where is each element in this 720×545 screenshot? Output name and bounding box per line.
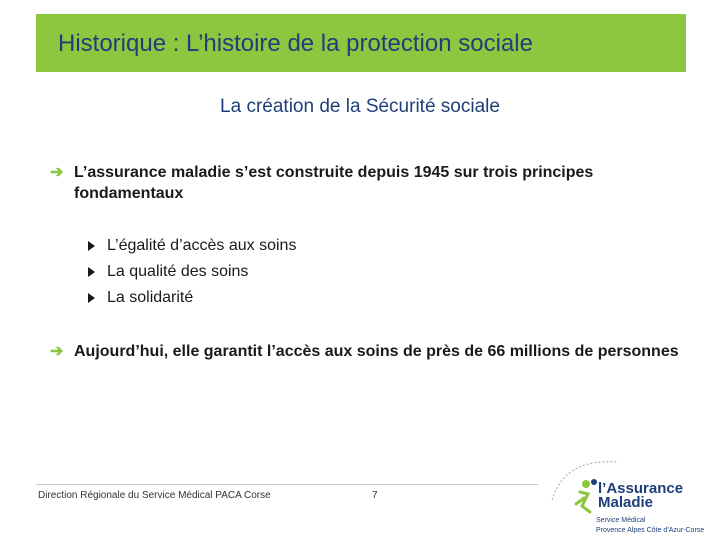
- page-number: 7: [372, 490, 378, 501]
- logo-text-line2: Maladie: [598, 494, 654, 511]
- bullet-text: L’assurance maladie s’est construite depuis 1945 sur trois principes fondamentaux: [74, 164, 594, 202]
- title-bar: [36, 14, 686, 72]
- list-item-text: La solidarité: [107, 289, 194, 306]
- list-item: [88, 236, 296, 262]
- list-item: [88, 288, 296, 314]
- triangle-bullet-icon: [88, 293, 95, 303]
- logo-text-line1: l’Assurance: [598, 480, 684, 497]
- bullet-item: [50, 162, 690, 204]
- triangle-bullet-icon: [88, 241, 95, 251]
- list-item-text: L’égalité d’accès aux soins: [107, 237, 297, 254]
- arrow-bullet-icon: ➔: [50, 343, 64, 360]
- arrow-bullet-icon: ➔: [50, 164, 64, 181]
- logo-caption-line2: Provence Alpes Côte d’Azur-Corse: [596, 527, 705, 534]
- assurance-maladie-logo: [538, 454, 720, 540]
- bullet-item: [50, 341, 690, 362]
- list-item-text: La qualité des soins: [107, 263, 249, 280]
- slide-subtitle: La création de la Sécurité sociale: [220, 96, 500, 117]
- bullet-text: Aujourd’hui, elle garantit l’accès aux soins de près de 66 millions de personnes: [74, 343, 679, 360]
- slide-title: Historique : L’histoire de la protection sociale: [58, 30, 533, 57]
- list-item: [88, 262, 296, 288]
- footer-divider: [36, 484, 538, 485]
- principles-list: [88, 236, 296, 314]
- triangle-bullet-icon: [88, 267, 95, 277]
- footer-text: Direction Régionale du Service Médical PACA Corse: [38, 490, 271, 501]
- logo-caption-line1: Service Médical: [596, 517, 646, 524]
